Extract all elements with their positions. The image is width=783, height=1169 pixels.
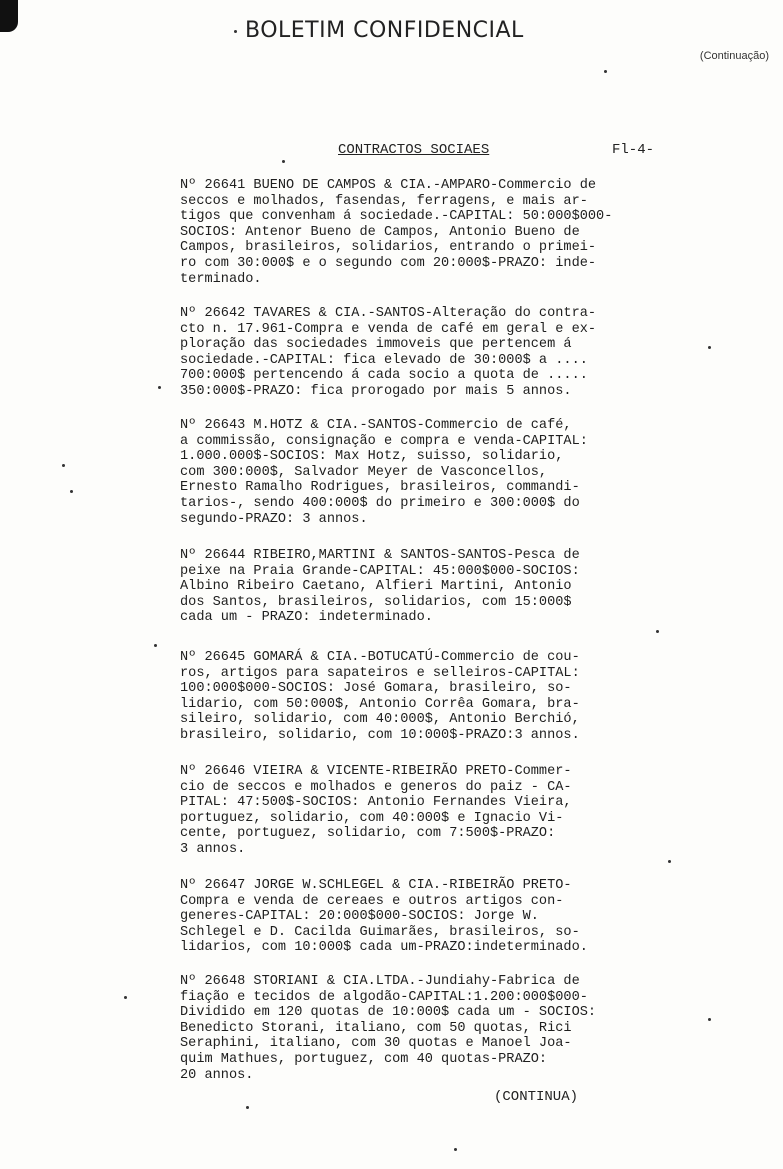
entry-line: Campos, brasileiros, solidarios, entrando o primei- (180, 240, 597, 256)
entry-line: tigos que convenham á sociedade.-CAPITAL: 50:000$000- (180, 209, 613, 225)
entry-line: Compra e venda de cereaes e outros artigos con- (180, 893, 564, 909)
entry-line: 3 annos. (180, 841, 246, 857)
entry-line: ro com 30:000$ e o segundo com 20:000$-PRAZO: inde- (180, 255, 597, 271)
entry-line: Nº 26644 RIBEIRO,MARTINI & SANTOS-SANTOS-Pesca de (180, 548, 580, 563)
entry-line: cio de seccos e molhados e generos do paiz - CA- (180, 779, 572, 795)
entry-line: Nº 26646 VIEIRA & VICENTE-RIBEIRÃO PRETO-Commer- (180, 764, 572, 779)
continued-marker: (CONTINUA) (494, 1089, 579, 1105)
scan-speck (234, 30, 237, 33)
contract-entry-26641 (180, 178, 612, 287)
entry-line: sociedade.-CAPITAL: fica elevado de 30:000$ a .... (180, 352, 588, 368)
entry-line: 1.000.000$-SOCIOS: Max Hotz, suisso, solidario, (180, 449, 564, 465)
entry-line: cada um - PRAZO: indeterminado. (180, 610, 433, 626)
entry-line: Nº 26645 GOMARÁ & CIA.-BOTUCATÚ-Commercio de cou- (180, 650, 580, 665)
entry-line: ploração das sociedades immoveis que pertencem á (180, 337, 572, 353)
continuation-note: (Continuação) (699, 50, 769, 62)
entry-line: lidarios, com 10:000$ cada um-PRAZO:indeterminado. (180, 940, 588, 956)
entry-line: ros, artigos para sapateiros e selleiros-CAPITAL: (180, 665, 580, 681)
contract-entry-26643 (180, 418, 588, 527)
entry-line: 350:000$-PRAZO: fica prorogado por mais 5 annos. (180, 383, 572, 399)
scan-speck (656, 630, 659, 633)
entry-line: SOCIOS: Antenor Bueno de Campos, Antonio Bueno de (180, 224, 580, 240)
entry-line: a commissão, consignação e compra e venda-CAPITAL: (180, 433, 588, 449)
entry-line: seccos e molhados, fasendas, ferragens, e mais ar- (180, 193, 588, 209)
entry-line: quim Mathues, portuguez, com 40 quotas-PRAZO: (180, 1051, 548, 1067)
scan-speck (158, 386, 161, 389)
contract-entry-26647 (180, 878, 588, 956)
entry-line: Schlegel e D. Cacilda Guimarães, brasileiros, so- (180, 924, 580, 940)
entry-line: Benedicto Storani, italiano, com 50 quotas, Rici (180, 1020, 572, 1036)
scan-speck (604, 70, 607, 73)
contract-entry-26646 (180, 764, 572, 858)
entry-line: 100:000$000-SOCIOS: José Gomara, brasileiro, so- (180, 681, 572, 697)
document-header-title: BOLETIM CONFIDENCIAL (245, 18, 524, 43)
entry-line: generes-CAPITAL: 20:000$000-SOCIOS: Jorge W. (180, 909, 539, 925)
entry-line: dos Santos, brasileiros, solidarios, com 15:000$ (180, 594, 572, 610)
entry-line: 20 annos. (180, 1067, 254, 1083)
entry-line: terminado. (180, 271, 262, 287)
scan-speck (154, 644, 157, 647)
scan-speck (124, 996, 127, 999)
entry-line: portuguez, solidario, com 40:000$ e Ignacio Vi- (180, 810, 564, 826)
entry-line: Nº 26648 STORIANI & CIA.LTDA.-Jundiahy-Fabrica de (180, 974, 580, 989)
entry-line: Nº 26642 TAVARES & CIA.-SANTOS-Alteração do contra- (180, 306, 597, 321)
entry-line: Ernesto Ramalho Rodrigues, brasileiros, commandi- (180, 480, 580, 496)
entry-line: Nº 26643 M.HOTZ & CIA.-SANTOS-Commercio de café, (180, 418, 572, 433)
contract-entry-26648 (180, 974, 596, 1083)
entry-line: 700:000$ pertencendo á cada socio a quota de ..... (180, 368, 588, 384)
scan-speck (708, 1018, 711, 1021)
entry-line: fiação e tecidos de algodão-CAPITAL:1.200:000$000- (180, 989, 588, 1005)
entry-line: brasileiro, solidario, com 10:000$-PRAZO:3 annos. (180, 727, 580, 743)
entry-line: cto n. 17.961-Compra e venda de café em geral e ex- (180, 321, 597, 337)
contract-entry-26644 (180, 548, 580, 626)
scan-speck (246, 1106, 249, 1109)
entry-line: cente, portuguez, solidario, com 7:500$-PRAZO: (180, 826, 556, 842)
section-title: CONTRACTOS SOCIAES (338, 142, 490, 158)
entry-line: Nº 26641 BUENO DE CAMPOS & CIA.-AMPARO-Commercio de (180, 178, 597, 193)
entry-line: sileiro, solidario, com 40:000$, Antonio Berchió, (180, 712, 580, 728)
contract-entry-26645 (180, 650, 580, 744)
scan-speck (70, 490, 73, 493)
entry-line: Dividido em 120 quotas de 10:000$ cada um - SOCIOS: (180, 1005, 597, 1021)
entry-line: lidario, com 50:000$, Antonio Corrêa Gomara, bra- (180, 696, 580, 712)
scan-speck (668, 860, 671, 863)
entry-line: Nº 26647 JORGE W.SCHLEGEL & CIA.-RIBEIRÃO PRETO- (180, 878, 572, 893)
entry-line: tarios-, sendo 400:000$ do primeiro e 300:000$ do (180, 495, 580, 511)
corner-ink-mark (0, 0, 18, 32)
entry-line: segundo-PRAZO: 3 annos. (180, 511, 368, 527)
entry-line: peixe na Praia Grande-CAPITAL: 45:000$000-SOCIOS: (180, 563, 580, 579)
scan-speck (282, 160, 285, 163)
scan-speck (454, 1148, 457, 1151)
entry-line: Albino Ribeiro Caetano, Alfieri Martini, Antonio (180, 579, 572, 595)
entry-line: Seraphini, italiano, com 30 quotas e Manoel Joa- (180, 1036, 572, 1052)
scan-speck (62, 464, 65, 467)
entry-line: com 300:000$, Salvador Meyer de Vasconcellos, (180, 464, 548, 480)
scan-speck (708, 346, 711, 349)
contract-entry-26642 (180, 306, 596, 400)
folio-number: Fl-4- (612, 142, 655, 158)
entry-line: PITAL: 47:500$-SOCIOS: Antonio Fernandes Vieira, (180, 795, 572, 811)
